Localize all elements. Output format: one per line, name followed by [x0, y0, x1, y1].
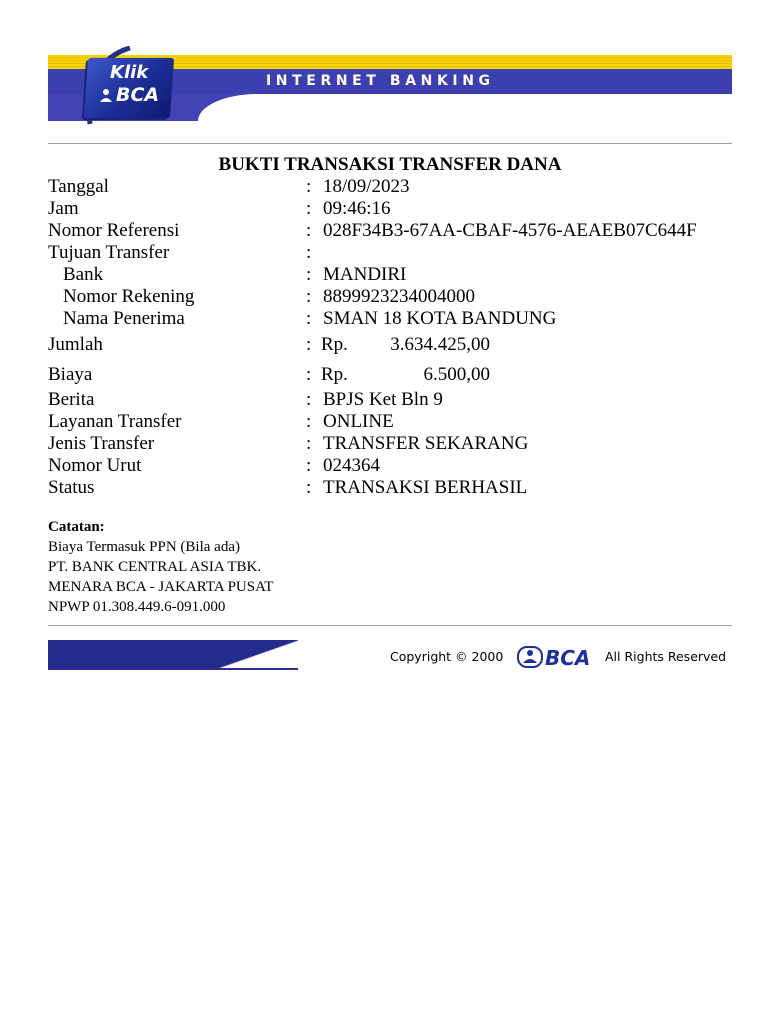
currency-label: Rp. [321, 364, 348, 385]
field-value: 028F34B3-67AA-CBAF-4576-AEAEB07C644F [323, 220, 697, 241]
field-label: Tujuan Transfer [48, 242, 170, 263]
copyright-text: Copyright © 2000 [390, 649, 504, 664]
bca-logo-icon [517, 645, 599, 669]
field-label: Bank [63, 264, 104, 285]
field-colon: : [306, 433, 312, 454]
notes-line: PT. BANK CENTRAL ASIA TBK. [48, 559, 262, 575]
currency-label: Rp. [321, 334, 348, 355]
field-label: Berita [48, 389, 95, 410]
field-colon: : [306, 242, 312, 263]
field-label: Jam [48, 198, 79, 219]
banner-title: INTERNET BANKING [266, 73, 495, 89]
field-value: TRANSAKSI BERHASIL [323, 477, 528, 498]
field-nomor-rekening [48, 286, 738, 308]
field-nomor-urut [48, 455, 738, 477]
field-colon: : [306, 411, 312, 432]
bca-symbol-icon [98, 88, 114, 104]
field-value: 024364 [323, 455, 380, 476]
amount-value: 6.500,00 [423, 364, 490, 385]
field-label: Jenis Transfer [48, 433, 155, 454]
field-colon: : [306, 364, 312, 385]
field-value: TRANSFER SEKARANG [323, 433, 529, 454]
field-colon: : [306, 455, 312, 476]
field-label: Nomor Referensi [48, 220, 180, 241]
notes-line: Biaya Termasuk PPN (Bila ada) [48, 539, 240, 555]
field-nomor-referensi [48, 220, 738, 242]
top-divider [48, 143, 732, 144]
field-colon: : [306, 477, 312, 498]
field-colon: : [306, 334, 312, 355]
field-colon: : [306, 308, 312, 329]
field-value: 18/09/2023 [323, 176, 410, 197]
field-label: Tanggal [48, 176, 109, 197]
notes-heading: Catatan: [48, 519, 105, 535]
field-berita [48, 389, 738, 411]
field-colon: : [306, 220, 312, 241]
field-tanggal [48, 176, 738, 198]
field-tujuan-transfer [48, 242, 738, 264]
notes-section [48, 517, 273, 617]
footer-bar-line [48, 668, 298, 670]
field-value: 09:46:16 [323, 198, 391, 219]
footer-bar [48, 640, 298, 670]
field-label: Nomor Rekening [63, 286, 195, 307]
field-value: ONLINE [323, 411, 394, 432]
field-biaya [48, 364, 738, 386]
footer-bar-edge [218, 640, 298, 668]
field-value: BPJS Ket Bln 9 [323, 389, 443, 410]
field-label: Nomor Urut [48, 455, 142, 476]
receipt-title: BUKTI TRANSAKSI TRANSFER DANA [218, 154, 562, 175]
rights-text: All Rights Reserved [605, 649, 727, 664]
field-colon: : [306, 176, 312, 197]
field-nama-penerima [48, 308, 738, 330]
field-label: Biaya [48, 364, 93, 385]
field-value: 8899923234004000 [323, 286, 475, 307]
field-jam [48, 198, 738, 220]
field-colon: : [306, 286, 312, 307]
field-label: Status [48, 477, 95, 498]
notes-line: MENARA BCA - JAKARTA PUSAT [48, 579, 274, 595]
field-jumlah [48, 334, 738, 356]
field-colon: : [306, 264, 312, 285]
amount-value: 3.634.425,00 [390, 334, 490, 355]
field-colon: : [306, 389, 312, 410]
field-jenis-transfer [48, 433, 738, 455]
field-label: Jumlah [48, 334, 103, 355]
field-label: Nama Penerima [63, 308, 185, 329]
notes-line: NPWP 01.308.449.6-091.000 [48, 599, 226, 615]
field-label: Layanan Transfer [48, 411, 182, 432]
field-colon: : [306, 198, 312, 219]
bca-logo-text: BCA [545, 646, 591, 669]
field-value: SMAN 18 KOTA BANDUNG [323, 308, 557, 329]
logo-bca-text: BCA [116, 84, 160, 106]
field-bank [48, 264, 738, 286]
bottom-divider [48, 625, 732, 626]
logo-klik-text: Klik [110, 62, 149, 83]
field-status [48, 477, 738, 499]
field-layanan-transfer [48, 411, 738, 433]
field-value: MANDIRI [323, 264, 407, 285]
